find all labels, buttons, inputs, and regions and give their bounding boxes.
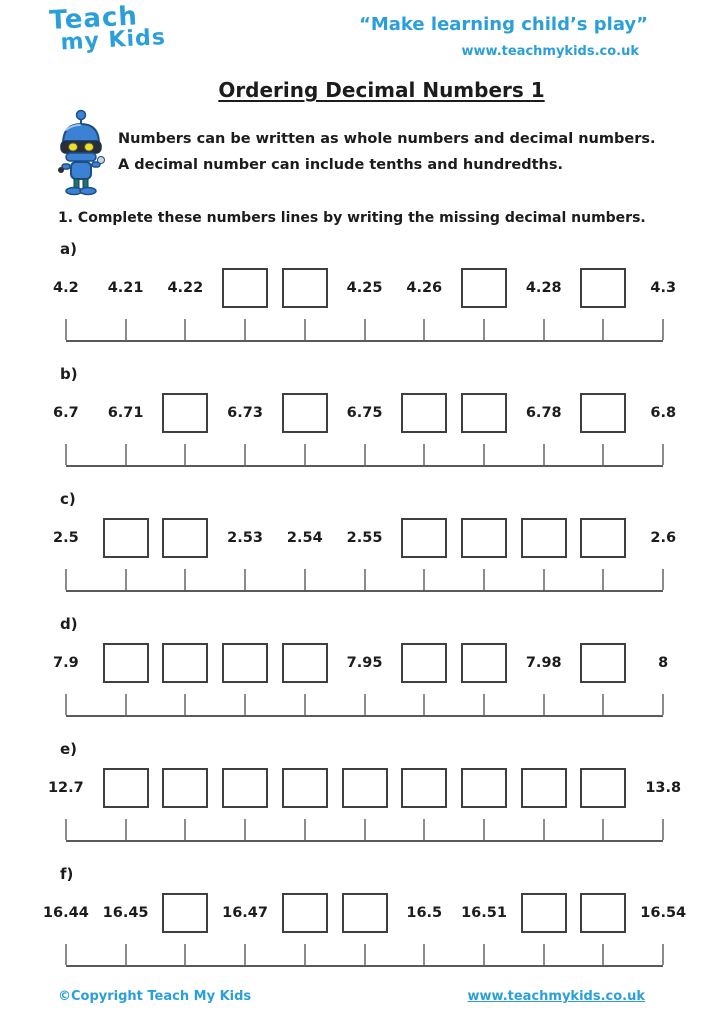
number-cell bbox=[155, 768, 215, 808]
tick-mark bbox=[125, 694, 127, 715]
decimal-label: 2.55 bbox=[346, 530, 383, 546]
tick-mark bbox=[364, 694, 366, 715]
tick-mark bbox=[543, 444, 545, 465]
intro-line-2: A decimal number can include tenths and hundredths. bbox=[118, 157, 563, 174]
decimal-label: 13.8 bbox=[645, 780, 682, 796]
number-cell bbox=[454, 643, 514, 683]
tick-mark bbox=[184, 569, 186, 590]
tick-mark bbox=[125, 444, 127, 465]
number-cell bbox=[394, 643, 454, 683]
number-line-row bbox=[36, 490, 693, 592]
tick-mark bbox=[184, 444, 186, 465]
logo-line-1: Teach bbox=[48, 1, 139, 37]
number-line-row bbox=[36, 240, 693, 342]
number-cell bbox=[574, 518, 634, 558]
tick-mark bbox=[364, 819, 366, 840]
number-cell bbox=[275, 893, 335, 933]
decimal-label: 16.54 bbox=[640, 905, 687, 921]
number-cell bbox=[155, 393, 215, 433]
row-letter: e) bbox=[60, 740, 78, 758]
header-website-url: www.teachmykids.co.uk bbox=[461, 44, 639, 59]
tick-mark bbox=[483, 694, 485, 715]
answer-box[interactable] bbox=[282, 393, 328, 433]
number-cell bbox=[36, 405, 96, 421]
number-line-row bbox=[36, 615, 693, 717]
number-line-ruler bbox=[66, 693, 663, 717]
instruction-text: 1. Complete these numbers lines by writing the missing decimal numbers. bbox=[58, 210, 646, 226]
answer-box[interactable] bbox=[282, 768, 328, 808]
answer-box[interactable] bbox=[282, 643, 328, 683]
answer-box[interactable] bbox=[580, 393, 626, 433]
tick-mark bbox=[65, 319, 67, 340]
answer-box[interactable] bbox=[580, 768, 626, 808]
answer-box[interactable] bbox=[461, 518, 507, 558]
answer-box[interactable] bbox=[401, 518, 447, 558]
number-cell bbox=[574, 768, 634, 808]
tick-mark bbox=[543, 819, 545, 840]
tick-mark bbox=[423, 819, 425, 840]
number-cell bbox=[215, 405, 275, 421]
tick-mark bbox=[65, 569, 67, 590]
number-cell bbox=[394, 280, 454, 296]
tick-mark bbox=[184, 319, 186, 340]
number-line-items bbox=[36, 512, 693, 564]
number-cell bbox=[514, 280, 574, 296]
tick-mark bbox=[483, 819, 485, 840]
tick-mark bbox=[602, 319, 604, 340]
number-cell bbox=[633, 405, 693, 421]
tick-mark bbox=[244, 319, 246, 340]
decimal-label: 16.47 bbox=[222, 905, 268, 921]
decimal-label: 6.7 bbox=[53, 405, 79, 421]
intro-line-1: Numbers can be written as whole numbers and decimal numbers. bbox=[118, 131, 656, 147]
answer-box[interactable] bbox=[580, 893, 626, 933]
tick-mark bbox=[602, 694, 604, 715]
answer-box[interactable] bbox=[282, 893, 328, 933]
tick-mark bbox=[662, 694, 664, 715]
number-cell bbox=[215, 768, 275, 808]
answer-box[interactable] bbox=[222, 768, 268, 808]
number-cell bbox=[633, 280, 693, 296]
number-cell bbox=[36, 780, 96, 796]
number-cell bbox=[335, 768, 395, 808]
answer-box[interactable] bbox=[103, 768, 149, 808]
tick-mark bbox=[304, 319, 306, 340]
tick-mark bbox=[184, 944, 186, 965]
tick-mark bbox=[662, 944, 664, 965]
number-line-items bbox=[36, 637, 693, 689]
decimal-label: 4.2 bbox=[53, 280, 79, 296]
number-line-items bbox=[36, 762, 693, 814]
number-cell bbox=[335, 405, 395, 421]
row-letter: d) bbox=[60, 615, 78, 633]
number-line-row bbox=[36, 865, 693, 967]
number-cell bbox=[155, 518, 215, 558]
intro-text bbox=[118, 110, 683, 178]
decimal-label: 4.28 bbox=[525, 280, 562, 296]
tick-mark bbox=[244, 569, 246, 590]
tick-mark bbox=[125, 319, 127, 340]
decimal-label: 4.21 bbox=[107, 280, 144, 296]
tick-mark bbox=[244, 944, 246, 965]
decimal-label: 16.45 bbox=[102, 905, 149, 921]
decimal-label: 12.7 bbox=[47, 780, 84, 796]
number-line-ruler bbox=[66, 943, 663, 967]
tick-mark bbox=[602, 569, 604, 590]
answer-box[interactable] bbox=[222, 268, 268, 308]
number-cell bbox=[633, 780, 693, 796]
tick-mark bbox=[304, 944, 306, 965]
answer-box[interactable] bbox=[401, 393, 447, 433]
number-cell bbox=[275, 393, 335, 433]
answer-box[interactable] bbox=[521, 768, 567, 808]
tick-mark bbox=[125, 819, 127, 840]
decimal-label: 4.22 bbox=[167, 280, 204, 296]
tick-mark bbox=[244, 444, 246, 465]
number-line-items bbox=[36, 262, 693, 314]
tick-mark bbox=[543, 694, 545, 715]
decimal-label: 6.73 bbox=[227, 405, 263, 421]
number-line-ruler bbox=[66, 568, 663, 592]
number-cell bbox=[36, 655, 96, 671]
answer-box[interactable] bbox=[461, 393, 507, 433]
answer-box[interactable] bbox=[103, 643, 149, 683]
worksheet bbox=[36, 240, 693, 967]
number-cell bbox=[514, 655, 574, 671]
decimal-label: 6.71 bbox=[107, 405, 144, 421]
row-letter: f) bbox=[60, 865, 74, 883]
tick-mark bbox=[65, 944, 67, 965]
answer-box[interactable] bbox=[103, 518, 149, 558]
decimal-label: 16.51 bbox=[461, 905, 507, 921]
tick-mark bbox=[125, 944, 127, 965]
answer-box[interactable] bbox=[580, 268, 626, 308]
tick-mark bbox=[244, 819, 246, 840]
tick-mark bbox=[423, 444, 425, 465]
tick-mark bbox=[244, 694, 246, 715]
number-cell bbox=[275, 643, 335, 683]
row-letter: a) bbox=[60, 240, 77, 258]
number-cell bbox=[96, 405, 156, 421]
decimal-label: 6.78 bbox=[525, 405, 562, 421]
tick-mark bbox=[423, 569, 425, 590]
logo-line-2: my Kids bbox=[60, 24, 167, 56]
tick-mark bbox=[304, 819, 306, 840]
number-cell bbox=[514, 518, 574, 558]
number-cell bbox=[96, 905, 156, 921]
tick-mark bbox=[184, 819, 186, 840]
number-cell bbox=[514, 893, 574, 933]
number-cell bbox=[275, 530, 335, 546]
number-cell bbox=[574, 893, 634, 933]
number-cell bbox=[633, 530, 693, 546]
answer-box[interactable] bbox=[461, 643, 507, 683]
answer-box[interactable] bbox=[162, 518, 208, 558]
number-cell bbox=[454, 393, 514, 433]
tick-mark bbox=[304, 694, 306, 715]
decimal-label: 16.44 bbox=[42, 905, 89, 921]
number-cell bbox=[454, 268, 514, 308]
answer-box[interactable] bbox=[521, 518, 567, 558]
answer-box[interactable] bbox=[342, 768, 388, 808]
decimal-label: 4.26 bbox=[406, 280, 443, 296]
answer-box[interactable] bbox=[580, 518, 626, 558]
tick-mark bbox=[364, 319, 366, 340]
number-cell bbox=[36, 280, 96, 296]
tick-mark bbox=[662, 319, 664, 340]
number-cell bbox=[215, 643, 275, 683]
number-cell bbox=[514, 405, 574, 421]
tick-mark bbox=[184, 694, 186, 715]
number-cell bbox=[454, 768, 514, 808]
number-line-row bbox=[36, 365, 693, 467]
decimal-label: 7.95 bbox=[346, 655, 383, 671]
answer-box[interactable] bbox=[401, 643, 447, 683]
number-cell bbox=[335, 893, 395, 933]
tick-mark bbox=[304, 444, 306, 465]
decimal-label: 2.54 bbox=[286, 530, 323, 546]
tick-mark bbox=[304, 569, 306, 590]
decimal-label: 7.98 bbox=[525, 655, 562, 671]
number-line-row bbox=[36, 740, 693, 842]
number-cell bbox=[96, 643, 156, 683]
tick-mark bbox=[483, 319, 485, 340]
decimal-label: 16.5 bbox=[406, 905, 443, 921]
number-cell bbox=[633, 655, 693, 671]
number-cell bbox=[96, 768, 156, 808]
tick-mark bbox=[602, 444, 604, 465]
decimal-label: 4.25 bbox=[346, 280, 383, 296]
answer-box[interactable] bbox=[461, 768, 507, 808]
number-line-items bbox=[36, 887, 693, 939]
tick-mark bbox=[65, 819, 67, 840]
tick-mark bbox=[543, 944, 545, 965]
number-cell bbox=[335, 655, 395, 671]
number-cell bbox=[394, 518, 454, 558]
number-cell bbox=[394, 393, 454, 433]
answer-box[interactable] bbox=[342, 893, 388, 933]
decimal-label: 8 bbox=[658, 655, 669, 671]
row-letter: c) bbox=[60, 490, 76, 508]
tick-mark bbox=[483, 944, 485, 965]
number-cell bbox=[215, 905, 275, 921]
number-cell bbox=[215, 268, 275, 308]
decimal-label: 4.3 bbox=[650, 280, 677, 296]
tick-mark bbox=[423, 319, 425, 340]
tick-mark bbox=[423, 944, 425, 965]
decimal-label: 6.75 bbox=[346, 405, 383, 421]
number-cell bbox=[96, 280, 156, 296]
tagline: “Make learning child’s play” bbox=[359, 14, 648, 35]
answer-box[interactable] bbox=[162, 893, 208, 933]
number-cell bbox=[335, 530, 395, 546]
number-cell bbox=[275, 768, 335, 808]
number-cell bbox=[394, 905, 454, 921]
answer-box[interactable] bbox=[282, 268, 328, 308]
number-cell bbox=[215, 530, 275, 546]
answer-box[interactable] bbox=[401, 768, 447, 808]
answer-box[interactable] bbox=[222, 643, 268, 683]
number-cell bbox=[96, 518, 156, 558]
number-cell bbox=[514, 768, 574, 808]
tick-mark bbox=[543, 319, 545, 340]
page-title: Ordering Decimal Numbers 1 bbox=[218, 78, 545, 102]
answer-box[interactable] bbox=[461, 268, 507, 308]
tick-mark bbox=[662, 444, 664, 465]
number-line-items bbox=[36, 387, 693, 439]
row-letter: b) bbox=[60, 365, 78, 383]
tick-mark bbox=[125, 569, 127, 590]
footer-copyright: ©Copyright Teach My Kids bbox=[58, 989, 252, 1004]
tick-mark bbox=[364, 944, 366, 965]
answer-box[interactable] bbox=[580, 643, 626, 683]
tick-mark bbox=[662, 819, 664, 840]
number-cell bbox=[633, 905, 693, 921]
number-cell bbox=[275, 268, 335, 308]
number-line-ruler bbox=[66, 818, 663, 842]
number-cell bbox=[574, 393, 634, 433]
number-cell bbox=[155, 893, 215, 933]
tick-mark bbox=[483, 444, 485, 465]
tick-mark bbox=[662, 569, 664, 590]
number-cell bbox=[155, 280, 215, 296]
number-line-ruler bbox=[66, 443, 663, 467]
number-cell bbox=[574, 643, 634, 683]
number-cell bbox=[335, 280, 395, 296]
answer-box[interactable] bbox=[162, 393, 208, 433]
answer-box[interactable] bbox=[162, 768, 208, 808]
tick-mark bbox=[483, 569, 485, 590]
footer-website-link[interactable]: www.teachmykids.co.uk bbox=[467, 989, 645, 1004]
number-cell bbox=[36, 530, 96, 546]
robot-mascot-icon bbox=[52, 108, 110, 200]
decimal-label: 6.8 bbox=[650, 405, 677, 421]
tick-mark bbox=[65, 694, 67, 715]
answer-box[interactable] bbox=[521, 893, 567, 933]
answer-box[interactable] bbox=[162, 643, 208, 683]
number-cell bbox=[454, 905, 514, 921]
decimal-label: 2.5 bbox=[53, 530, 79, 546]
number-cell bbox=[36, 905, 96, 921]
tick-mark bbox=[543, 569, 545, 590]
number-cell bbox=[394, 768, 454, 808]
teach-my-kids-logo bbox=[49, 3, 167, 55]
tick-mark bbox=[364, 569, 366, 590]
number-cell bbox=[155, 643, 215, 683]
tick-mark bbox=[423, 694, 425, 715]
number-cell bbox=[454, 518, 514, 558]
decimal-label: 7.9 bbox=[53, 655, 79, 671]
number-cell bbox=[574, 268, 634, 308]
intro-section bbox=[52, 110, 683, 196]
footer bbox=[58, 989, 645, 1004]
tick-mark bbox=[364, 444, 366, 465]
header bbox=[0, 0, 723, 76]
tick-mark bbox=[65, 444, 67, 465]
tick-mark bbox=[602, 819, 604, 840]
decimal-label: 2.6 bbox=[650, 530, 677, 546]
tick-mark bbox=[602, 944, 604, 965]
decimal-label: 2.53 bbox=[227, 530, 263, 546]
number-line-ruler bbox=[66, 318, 663, 342]
